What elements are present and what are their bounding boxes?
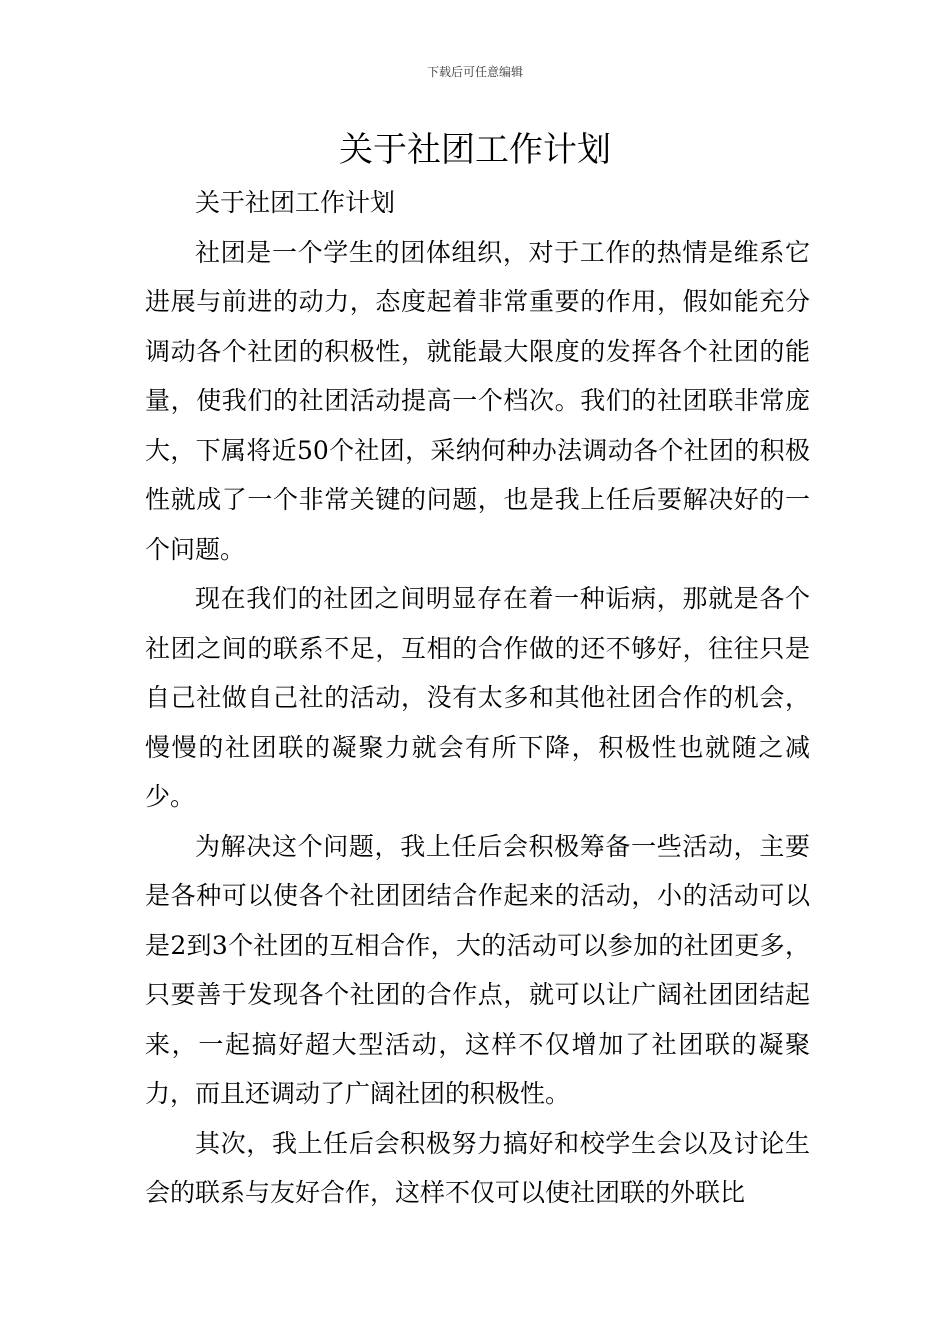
document-title: 关于社团工作计划 [339,130,611,170]
paragraph-3: 为解决这个问题，我上任后会积极筹备一些活动，主要是各种可以使各个社团团结合作起来的活动，小的活动可以是2到3个社团的互相合作，大的活动可以参加的社团更多，只要善于发现各个社团的合作点，就可以让广阔社团团结起来，一起搞好超大型活动，这样不仅增加了社团联的凝聚力，而且还调动了广阔社团的积极性。 [145,831,810,1108]
paragraph-4: 其次，我上任后会积极努力搞好和校学生会以及讨论生会的联系与友好合作，这样不仅可以使社团联的外联比 [145,1128,810,1207]
paragraph-1: 社团是一个学生的团体组织，对于工作的热情是维系它进展与前进的动力，态度起着非常重要的作用，假如能充分调动各个社团的积极性，就能最大限度的发挥各个社团的能量，使我们的社团活动提高一个档次。我们的社团联非常庞大，下属将近50个社团，采纳何种办法调动各个社团的积极性就成了一个非常关键的问题，也是我上任后要解决好的一个问题。 [145,237,810,564]
document-body [145,178,810,1218]
paragraph-2: 现在我们的社团之间明显存在着一种诟病，那就是各个社团之间的联系不足，互相的合作做的还不够好，往往只是自己社做自己社的活动，没有太多和其他社团合作的机会，慢慢的社团联的凝聚力就会有所下降，积极性也就随之减少。 [145,584,810,811]
header-note: 下载后可任意编辑 [426,65,523,79]
document-subtitle: 关于社团工作计划 [195,188,396,217]
